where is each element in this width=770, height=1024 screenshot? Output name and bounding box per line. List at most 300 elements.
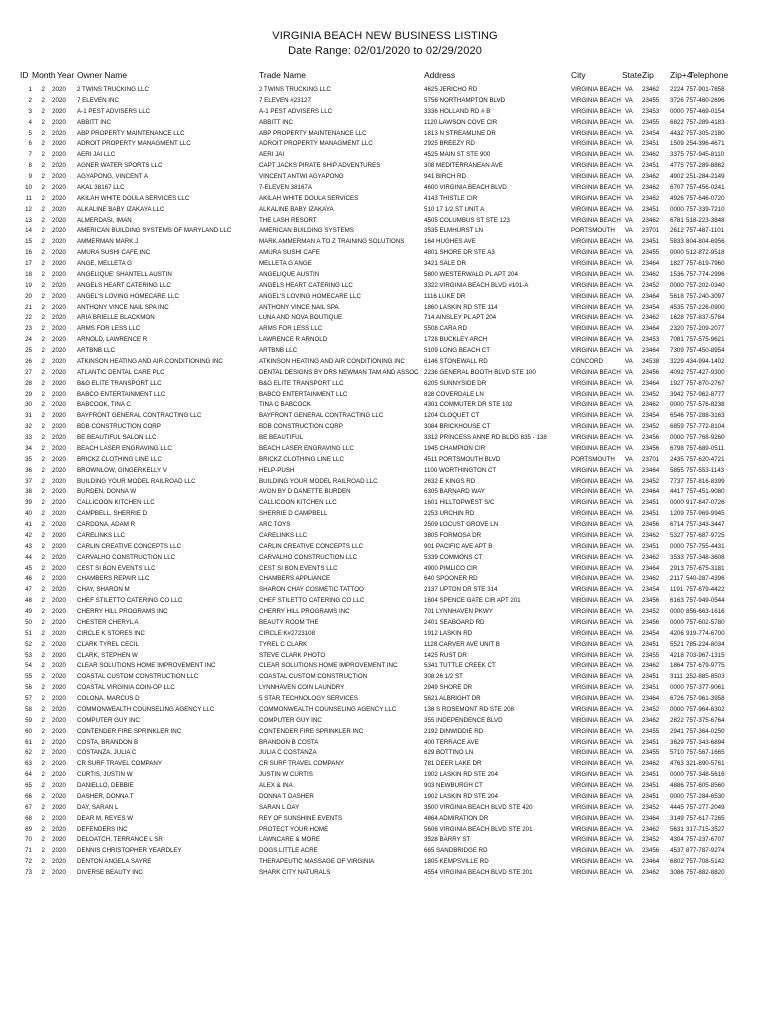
cell-city: VIRGINIA BEACH	[571, 238, 621, 246]
cell-id: 13	[25, 216, 32, 224]
cell-state: VA	[625, 140, 633, 148]
cell-zip: 23462	[642, 575, 660, 583]
cell-address: 4143 THISTLE CIR	[424, 194, 478, 202]
cell-state: VA	[625, 379, 633, 387]
cell-zip: 23454	[642, 586, 660, 594]
cell-year: 2020	[52, 629, 66, 637]
cell-month: 2	[41, 423, 45, 431]
cell-id: 22	[25, 314, 32, 322]
cell-telephone: 703-967-1315	[686, 651, 725, 659]
cell-owner-name: BRICKZ CLOTHING LINE LLC	[77, 455, 162, 463]
cell-month: 2	[41, 107, 45, 115]
cell-zip4: 4926	[670, 194, 684, 202]
cell-zip4: 6726	[670, 695, 684, 702]
cell-owner-name: COSTANZA, JULIA C	[77, 749, 137, 757]
cell-zip4: 4775	[670, 162, 684, 170]
cell-address: 5621 ALBRIGHT DR	[424, 695, 481, 702]
cell-address: 4554 VIRGINIA BEACH BLVD STE 201	[424, 869, 533, 876]
cell-owner-name: CHEF STILETTO CATERING CO LLC	[77, 597, 183, 605]
cell-city: VIRGINIA BEACH	[571, 749, 621, 757]
cell-city: VIRGINIA BEACH	[571, 140, 621, 148]
cell-trade-name: ABP PROPERTY MAINTENANCE LLC	[259, 129, 367, 137]
cell-telephone: 757-343-6894	[686, 738, 725, 746]
cell-zip: 23451	[642, 205, 660, 213]
cell-zip4: 3149	[670, 814, 684, 822]
cell-month: 2	[41, 347, 45, 354]
cell-address: 4900 PIMLICO CIR	[424, 564, 478, 572]
cell-year: 2020	[52, 238, 66, 246]
cell-trade-name: THERAPEUTIC MASSAGE OF VIRGINIA	[259, 858, 375, 866]
cell-owner-name: CLARK TYREL CECIL	[77, 640, 139, 648]
cell-telephone: 757-460-2696	[686, 96, 725, 104]
cell-telephone: 757-237-6707	[686, 836, 725, 844]
cell-zip4: 4445	[670, 803, 684, 811]
table-row	[0, 270, 770, 281]
cell-state: VA	[625, 347, 633, 354]
cell-id: 34	[25, 444, 32, 452]
cell-address: 3322 VIRGINIA BEACH BLVD #101-A	[424, 281, 529, 289]
table-row	[0, 705, 770, 716]
cell-id: 8	[28, 162, 32, 170]
cell-trade-name: ANGELIQUE AUSTIN	[259, 270, 320, 278]
cell-zip4: 0000	[670, 249, 684, 257]
cell-month: 2	[41, 716, 45, 724]
cell-zip4: 3229	[670, 357, 684, 365]
cell-month: 2	[41, 281, 45, 289]
cell-owner-name: COMMONWEALTH COUNSELING AGENCY LLC	[77, 705, 215, 713]
cell-address: 665 SANDBRIDGE RD	[424, 847, 488, 855]
cell-owner-name: ARTBNB LLC	[77, 347, 116, 354]
cell-telephone: 757-288-3163	[686, 412, 725, 420]
cell-owner-name: ANGELIQUE' SHANTELL AUSTIN	[77, 270, 172, 278]
cell-state: VA	[625, 792, 633, 800]
table-row	[0, 683, 770, 694]
cell-month: 2	[41, 162, 45, 170]
cell-telephone: 757-646-0720	[686, 194, 725, 202]
cell-address: 1128 CARVER AVE UNIT B	[424, 640, 500, 648]
cell-city: VIRGINIA BEACH	[571, 216, 621, 224]
cell-zip: 23456	[642, 597, 660, 605]
cell-address: 901 PACIFIC AVE APT B	[424, 542, 493, 550]
cell-trade-name: 7 ELEVEN #23127	[259, 96, 311, 104]
cell-zip4: 4304	[670, 836, 684, 844]
cell-zip: 23462	[642, 825, 660, 833]
table-row	[0, 803, 770, 814]
cell-zip: 23451	[642, 640, 660, 648]
cell-zip4: 2435	[670, 455, 684, 463]
cell-zip: 23453	[642, 336, 660, 344]
cell-zip4: 5327	[670, 531, 684, 539]
cell-year: 2020	[52, 803, 66, 811]
cell-zip4: 3726	[670, 96, 684, 104]
cell-id: 14	[25, 227, 32, 235]
document-title: VIRGINIA BEACH NEW BUSINESS LISTING	[272, 30, 498, 42]
cell-address: 5756 NORTHAMPTON BLVD	[424, 96, 506, 104]
cell-zip: 23462	[642, 194, 660, 202]
cell-state: VA	[625, 488, 633, 496]
cell-year: 2020	[52, 86, 66, 93]
cell-month: 2	[41, 303, 45, 311]
cell-zip4: 6707	[670, 183, 684, 191]
header-address: Address	[424, 70, 456, 80]
cell-id: 43	[25, 542, 32, 550]
cell-year: 2020	[52, 151, 66, 159]
cell-month: 2	[41, 325, 45, 333]
cell-zip4: 5710	[670, 749, 684, 757]
cell-telephone: 757-679-9775	[686, 662, 725, 670]
table-row	[0, 139, 770, 150]
cell-trade-name: ABBITT INC	[259, 118, 293, 126]
cell-city: VIRGINIA BEACH	[571, 107, 621, 115]
cell-state: VA	[625, 782, 633, 789]
cell-id: 21	[25, 303, 32, 311]
cell-zip: 23462	[642, 86, 660, 93]
cell-year: 2020	[52, 499, 66, 507]
cell-zip: 23451	[642, 684, 660, 692]
cell-telephone: 757-575-9621	[686, 336, 725, 344]
cell-trade-name: A-1 PEST ADVISERS LLC	[259, 107, 333, 115]
cell-owner-name: CARVALHO CONSTRUCTION LLC	[77, 553, 176, 561]
cell-year: 2020	[52, 836, 66, 844]
table-row	[0, 303, 770, 314]
cell-month: 2	[41, 455, 45, 463]
cell-id: 11	[25, 194, 32, 202]
cell-city: VIRGINIA BEACH	[571, 86, 621, 93]
cell-month: 2	[41, 542, 45, 550]
cell-owner-name: BE BEAUTIFUL SALON LLC	[77, 434, 157, 441]
cell-telephone: 757-343-3447	[686, 521, 725, 528]
cell-city: VIRGINIA BEACH	[571, 608, 621, 615]
cell-state: VA	[625, 564, 633, 572]
cell-zip4: 0000	[670, 107, 684, 115]
table-row	[0, 759, 770, 770]
cell-state: VA	[625, 499, 633, 507]
cell-telephone: 757-202-0340	[686, 281, 725, 289]
cell-city: VIRGINIA BEACH	[571, 771, 621, 779]
cell-address: 1902 LASKIN RD STE 204	[424, 771, 498, 779]
cell-address: 3805 FORMOSA DR	[424, 531, 482, 539]
cell-owner-name: CHESTER CHERYL A	[77, 618, 139, 626]
cell-telephone: 757-620-4721	[686, 455, 725, 463]
cell-city: VIRGINIA BEACH	[571, 281, 621, 289]
cell-zip: 23451	[642, 162, 660, 170]
cell-city: VIRGINIA BEACH	[571, 597, 621, 605]
cell-telephone: 757-870-2767	[686, 379, 725, 387]
cell-year: 2020	[52, 749, 66, 757]
cell-id: 15	[25, 238, 32, 246]
cell-zip4: 6822	[670, 118, 684, 126]
cell-id: 2	[28, 96, 32, 104]
table-row	[0, 814, 770, 825]
cell-address: 3312 PRINCESS ANNE RD BLDG 835 - 138	[424, 434, 547, 441]
cell-address: 5339 COMMONS CT	[424, 553, 483, 561]
cell-telephone: 757-949-0544	[686, 597, 725, 605]
cell-state: VA	[625, 292, 633, 300]
table-row	[0, 444, 770, 455]
cell-trade-name: SHARK CITY NATURALS	[259, 869, 331, 876]
cell-state: VA	[625, 466, 633, 474]
cell-telephone: 757-226-0900	[686, 303, 725, 311]
cell-telephone: 757-450-8954	[686, 347, 725, 354]
cell-owner-name: CHAY, SHARON M	[77, 586, 130, 594]
cell-zip4: 2117	[670, 575, 684, 583]
cell-city: CONCORD	[571, 357, 603, 365]
cell-state: VA	[625, 281, 633, 289]
cell-zip: 23456	[642, 618, 660, 626]
cell-id: 32	[25, 423, 32, 431]
cell-owner-name: AKILAH WHITE DOULA SERVICES LLC	[77, 194, 190, 202]
cell-month: 2	[41, 249, 45, 257]
cell-trade-name: HELP-PUSH	[259, 466, 295, 474]
cell-zip4: 0000	[670, 705, 684, 713]
cell-state: VA	[625, 608, 633, 615]
cell-telephone: 757-619-7960	[686, 260, 725, 267]
cell-city: VIRGINIA BEACH	[571, 814, 621, 822]
cell-month: 2	[41, 847, 45, 855]
table-row	[0, 259, 770, 270]
cell-id: 55	[25, 673, 32, 681]
cell-telephone: 757-679-4422	[686, 586, 725, 594]
cell-year: 2020	[52, 814, 66, 822]
cell-state: VA	[625, 162, 633, 170]
cell-state: VA	[625, 368, 633, 376]
cell-trade-name: COASTAL CUSTOM CONSTRUCTION	[259, 673, 368, 681]
cell-city: VIRGINIA BEACH	[571, 368, 621, 376]
cell-trade-name: BDB CONSTRUCTION CORP	[259, 423, 343, 431]
cell-month: 2	[41, 401, 45, 409]
cell-trade-name: CONTENDER FIRE SPRINKLER INC	[259, 727, 364, 735]
cell-state: VA	[625, 118, 633, 126]
cell-month: 2	[41, 651, 45, 659]
cell-trade-name: ARC TOYS	[259, 521, 291, 528]
cell-month: 2	[41, 608, 45, 615]
cell-state: VA	[625, 238, 633, 246]
header-zip4: Zip+4	[670, 70, 692, 80]
table-row	[0, 607, 770, 618]
cell-zip4: 1536	[670, 270, 684, 278]
cell-month: 2	[41, 531, 45, 539]
cell-month: 2	[41, 586, 45, 594]
cell-zip: 23451	[642, 542, 660, 550]
cell-year: 2020	[52, 118, 66, 126]
cell-address: 5109 LONG BEACH CT	[424, 347, 491, 354]
table-row	[0, 835, 770, 846]
cell-owner-name: AERI JAI LLC	[77, 151, 116, 159]
cell-city: VIRGINIA BEACH	[571, 151, 621, 159]
cell-owner-name: DENTON ANGELA SAYRE	[77, 858, 152, 866]
cell-id: 20	[25, 292, 32, 300]
cell-zip4: 3375	[670, 151, 684, 159]
cell-month: 2	[41, 86, 45, 93]
cell-id: 60	[25, 727, 32, 735]
cell-id: 29	[25, 390, 32, 398]
cell-city: VIRGINIA BEACH	[571, 575, 621, 583]
cell-state: VA	[625, 510, 633, 518]
cell-zip: 23464	[642, 379, 660, 387]
table-row	[0, 694, 770, 705]
table-row	[0, 400, 770, 411]
cell-month: 2	[41, 629, 45, 637]
cell-trade-name: TYREL C CLARK	[259, 640, 308, 648]
cell-city: VIRGINIA BEACH	[571, 488, 621, 496]
cell-month: 2	[41, 803, 45, 811]
table-row	[0, 727, 770, 738]
cell-city: VIRGINIA BEACH	[571, 347, 621, 354]
cell-year: 2020	[52, 869, 66, 876]
cell-zip4: 3533	[670, 553, 684, 561]
cell-id: 3	[28, 107, 32, 115]
cell-city: VIRGINIA BEACH	[571, 249, 621, 257]
cell-owner-name: COLONA, MARCUS D	[77, 695, 140, 702]
cell-owner-name: ARIA BRIELLE BLACKMON	[77, 314, 155, 322]
cell-zip4: 2941	[670, 727, 684, 735]
cell-zip: 23464	[642, 347, 660, 354]
cell-zip4: 6781	[670, 216, 684, 224]
cell-zip: 23455	[642, 727, 660, 735]
table-row	[0, 422, 770, 433]
cell-zip4: 1191	[670, 586, 684, 594]
cell-zip: 23464	[642, 814, 660, 822]
cell-trade-name: CALLICOON KITCHEN LLC	[259, 499, 337, 507]
cell-zip: 23456	[642, 368, 660, 376]
cell-telephone: 919-774-6700	[686, 629, 725, 637]
cell-month: 2	[41, 488, 45, 496]
cell-owner-name: DANIELLO, DEBBIE	[77, 782, 134, 789]
cell-zip: 23462	[642, 553, 660, 561]
cell-year: 2020	[52, 782, 66, 789]
cell-address: 138 S ROSEMONT RD STE 208	[424, 705, 514, 713]
cell-state: VA	[625, 814, 633, 822]
cell-year: 2020	[52, 423, 66, 431]
cell-city: VIRGINIA BEACH	[571, 521, 621, 528]
cell-year: 2020	[52, 314, 66, 322]
cell-owner-name: BDB CONSTRUCTION CORP	[77, 423, 161, 431]
cell-city: VIRGINIA BEACH	[571, 194, 621, 202]
cell-telephone: 757-689-0511	[686, 444, 725, 452]
cell-year: 2020	[52, 336, 66, 344]
cell-zip: 23462	[642, 531, 660, 539]
header-id: ID	[20, 70, 29, 80]
cell-year: 2020	[52, 738, 66, 746]
cell-state: VA	[625, 629, 633, 637]
cell-id: 50	[25, 618, 32, 626]
cell-city: VIRGINIA BEACH	[571, 792, 621, 800]
cell-city: VIRGINIA BEACH	[571, 96, 621, 104]
cell-telephone: 757-456-0241	[686, 183, 725, 191]
table-row	[0, 237, 770, 248]
cell-city: VIRGINIA BEACH	[571, 542, 621, 550]
cell-address: 4511 PORTSMOUTH BLVD	[424, 455, 501, 463]
cell-city: VIRGINIA BEACH	[571, 325, 621, 333]
cell-year: 2020	[52, 531, 66, 539]
cell-year: 2020	[52, 858, 66, 866]
cell-id: 68	[25, 814, 32, 822]
cell-zip4: 5521	[670, 640, 684, 648]
table-row	[0, 846, 770, 857]
cell-telephone: 254-396-4671	[686, 140, 725, 148]
cell-id: 41	[25, 521, 32, 528]
cell-id: 57	[25, 695, 32, 702]
cell-zip4: 4432	[670, 129, 684, 137]
table-row	[0, 455, 770, 466]
cell-city: VIRGINIA BEACH	[571, 684, 621, 692]
cell-telephone: 757-348-3608	[686, 553, 725, 561]
cell-id: 44	[25, 553, 32, 561]
cell-trade-name: AMURA SUSHI CAFE	[259, 249, 320, 257]
cell-zip4: 4206	[670, 629, 684, 637]
cell-city: VIRGINIA BEACH	[571, 836, 621, 844]
cell-city: VIRGINIA BEACH	[571, 434, 621, 441]
cell-state: VA	[625, 575, 633, 583]
cell-zip: 23456	[642, 521, 660, 528]
cell-state: VA	[625, 412, 633, 420]
table-row	[0, 346, 770, 357]
cell-zip: 24538	[642, 357, 660, 365]
cell-trade-name: THE LASH RESORT	[259, 216, 317, 224]
cell-owner-name: DEFENDERS INC	[77, 825, 128, 833]
cell-year: 2020	[52, 771, 66, 779]
cell-trade-name: BRANDON B COSTA	[259, 738, 319, 746]
cell-month: 2	[41, 662, 45, 670]
cell-id: 1	[28, 86, 32, 93]
cell-year: 2020	[52, 542, 66, 550]
cell-owner-name: CLARK, STEPHEN W	[77, 651, 138, 659]
cell-trade-name: AKILAH WHITE DOULA SERVICES	[259, 194, 359, 202]
cell-zip: 23456	[642, 444, 660, 452]
cell-city: VIRGINIA BEACH	[571, 270, 621, 278]
cell-trade-name: CAPT JACKS PIRATE SHIP ADVENTURES	[259, 162, 381, 170]
cell-zip: 23455	[642, 749, 660, 757]
cell-zip4: 3111	[670, 673, 683, 681]
cell-city: VIRGINIA BEACH	[571, 564, 621, 572]
cell-month: 2	[41, 477, 45, 485]
cell-zip4: 4535	[670, 303, 684, 311]
cell-year: 2020	[52, 260, 66, 267]
table-row	[0, 150, 770, 161]
cell-month: 2	[41, 173, 45, 180]
cell-zip: 23452	[642, 390, 660, 398]
cell-zip: 23455	[642, 118, 660, 126]
cell-id: 73	[25, 869, 32, 876]
cell-year: 2020	[52, 477, 66, 485]
cell-zip4: 0000	[670, 281, 684, 289]
cell-telephone: 540-287-4396	[686, 575, 725, 583]
cell-id: 5	[28, 129, 32, 137]
cell-state: VA	[625, 151, 633, 159]
cell-trade-name: ATKINSON HEATING AND AIR CONDITIONING INC	[259, 357, 405, 365]
cell-owner-name: CONTENDER FIRE SPRINKLER INC	[77, 727, 182, 735]
table-row	[0, 509, 770, 520]
cell-trade-name: DONNA T DASHER	[259, 792, 314, 800]
cell-month: 2	[41, 238, 45, 246]
cell-year: 2020	[52, 401, 66, 409]
table-row	[0, 477, 770, 488]
cell-telephone: 518-223-3848	[686, 216, 725, 224]
cell-state: VA	[625, 869, 633, 876]
cell-id: 48	[25, 597, 32, 605]
cell-address: 1601 HILLTOPWEST S/C	[424, 499, 495, 507]
cell-telephone: 757-962-8777	[686, 390, 725, 398]
cell-month: 2	[41, 597, 45, 605]
cell-id: 56	[25, 684, 32, 692]
cell-trade-name: BEACH LASER ENGRAVING LLC	[259, 444, 354, 452]
cell-year: 2020	[52, 368, 66, 376]
cell-state: VA	[625, 401, 633, 409]
table-row	[0, 781, 770, 792]
table-row	[0, 248, 770, 259]
cell-zip: 23455	[642, 96, 660, 104]
cell-trade-name: LYNNHAVEN COIN LAUNDRY	[259, 684, 345, 692]
